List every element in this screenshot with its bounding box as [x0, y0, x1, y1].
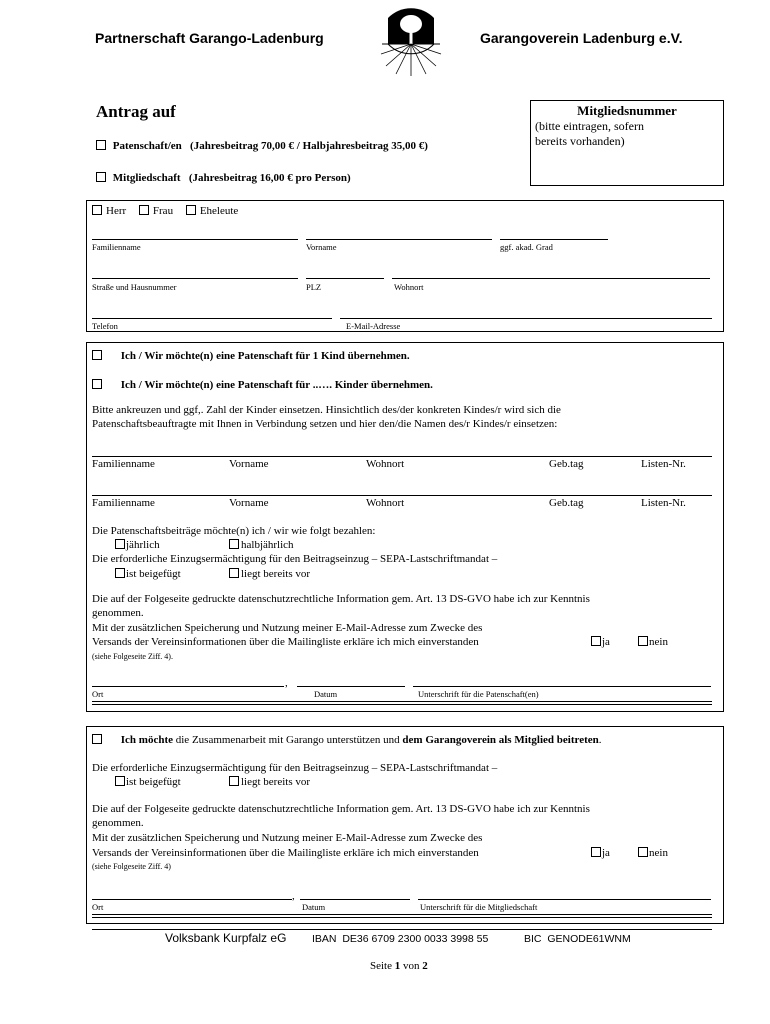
mail-nein-option[interactable] [638, 636, 668, 648]
familienname-line[interactable] [92, 239, 298, 240]
page-prefix: Seite [370, 960, 395, 972]
member-number-hint-1: (bitte eintragen, sofern [535, 119, 644, 133]
header-right: Garangoverein Ladenburg e.V. [480, 30, 683, 46]
eheleute-checkbox[interactable] [186, 205, 196, 215]
privacy-text-1: Die auf der Folgeseite gedruckte datenschutzrechtliche Information gem. Art. 13 DS-GVO habe ich zur Kenntnis [92, 593, 590, 605]
col-gebtag: Geb.tag [549, 458, 584, 470]
patenschaft-n-kinder[interactable] [92, 379, 433, 391]
option-mitgliedschaft-label: Mitgliedschaft (Jahresbeitrag 16,00 € pro Person) [112, 172, 351, 184]
mitglied-mail-nein-checkbox[interactable] [638, 847, 648, 857]
section-divider [92, 701, 712, 705]
col-listennr: Listen-Nr. [641, 497, 686, 509]
patenschaft-checkbox[interactable] [96, 140, 106, 150]
option-mitgliedschaft[interactable] [96, 172, 351, 184]
mitglied-privacy-1: Die auf der Folgeseite gedruckte datenschutzrechtliche Information gem. Art. 13 DS-GVO habe ich zur Kenntnis [92, 803, 590, 815]
patenschaft-n-kinder-checkbox[interactable] [92, 379, 102, 389]
ort-comma: , [285, 677, 288, 689]
halbjaehrlich-option[interactable] [229, 539, 294, 551]
mitglied-datum-line[interactable] [300, 899, 410, 900]
page-number [370, 960, 428, 972]
strasse-line[interactable] [92, 278, 298, 279]
mail-ja-label: ja [602, 636, 610, 648]
telefon-line[interactable] [92, 318, 332, 319]
patenschaft-1-kind-checkbox[interactable] [92, 350, 102, 360]
eheleute-label: Eheleute [199, 205, 239, 217]
mail-consent-2: Versands der Vereinsinformationen über die Mailingliste erkläre ich mich einverstanden [92, 636, 479, 648]
datum-label: Datum [314, 689, 338, 699]
mitglied-option[interactable] [92, 734, 602, 746]
unterschrift-label: Unterschrift für die Patenschaft(en) [418, 689, 539, 699]
mitglied-ziff-note: (siehe Folgeseite Ziff. 4) [92, 862, 171, 871]
wohnort-line[interactable] [392, 278, 710, 279]
footer-rule [92, 929, 712, 930]
jaehrlich-checkbox[interactable] [115, 539, 125, 549]
col-vorname: Vorname [229, 497, 269, 509]
vorname-line[interactable] [306, 239, 492, 240]
mail-nein-checkbox[interactable] [638, 636, 648, 646]
herr-checkbox[interactable] [92, 205, 102, 215]
col-familienname: Familienname [92, 458, 155, 470]
sepa-text-mitglied: Die erforderliche Einzugsermächtigung für den Beitragseinzug – SEPA-Lastschriftmandat – [92, 762, 498, 774]
mitglied-sepa-liegt-vor-option[interactable] [229, 776, 310, 788]
mitglied-section [86, 726, 724, 924]
kind-2-line[interactable] [92, 495, 712, 496]
jaehrlich-label: jährlich [126, 539, 160, 551]
mitglied-mail-1: Mit der zusätzlichen Speicherung und Nutzung meiner E-Mail-Adresse zum Zwecke des [92, 832, 483, 844]
mitglied-unterschrift-line[interactable] [418, 899, 711, 900]
member-number-hint-2: bereits vorhanden) [535, 134, 625, 148]
mitglied-text-d: . [598, 734, 602, 746]
col-familienname: Familienname [92, 497, 155, 509]
sepa-beigefuegt-option[interactable] [115, 568, 181, 580]
kind-1-columns [92, 458, 712, 472]
jaehrlich-option[interactable] [115, 539, 160, 551]
ort-label: Ort [92, 689, 104, 699]
mitglied-text-c: dem Garangoverein als Mitglied beitreten [402, 734, 599, 746]
mitglied-ort-comma: , [292, 890, 295, 902]
datum-line[interactable] [297, 686, 405, 687]
grad-label: ggf. akad. Grad [500, 242, 553, 252]
sepa-text-patenschaft: Die erforderliche Einzugsermächtigung für den Beitragseinzug – SEPA-Lastschriftmandat – [92, 553, 498, 565]
mitglied-datum-label: Datum [302, 902, 326, 912]
mail-ja-checkbox[interactable] [591, 636, 601, 646]
mitglied-sepa-liegt-vor-checkbox[interactable] [229, 776, 239, 786]
sepa-liegt-vor-option[interactable] [229, 568, 310, 580]
sepa-beigefuegt-checkbox[interactable] [115, 568, 125, 578]
salutation-row [92, 205, 238, 217]
mitglied-text-b: die Zusammenarbeit mit Garango unterstützen und [173, 734, 403, 746]
mail-nein-label: nein [649, 636, 668, 648]
mitglied-sepa-liegt-vor-label: liegt bereits vor [241, 776, 311, 788]
ziff-note: (siehe Folgeseite Ziff. 4). [92, 652, 173, 661]
page-current: 1 [394, 960, 401, 972]
patenschaft-1-kind[interactable] [92, 350, 410, 362]
mitglied-divider [92, 914, 712, 918]
mitglied-checkbox[interactable] [92, 734, 102, 744]
patenschaft-info-1: Bitte ankreuzen und ggf,. Zahl der Kinder einsetzen. Hinsichtlich des/der konkreten Kindes/r wird sich die [92, 404, 561, 416]
halbjaehrlich-checkbox[interactable] [229, 539, 239, 549]
patenschaft-n-kinder-label: Ich / Wir möchte(n) eine Patenschaft für ..…. Kinder übernehmen. [120, 379, 433, 391]
member-number-box[interactable] [530, 100, 724, 186]
mitglied-mail-ja-option[interactable] [591, 847, 610, 859]
mitglied-sepa-beigefuegt-checkbox[interactable] [115, 776, 125, 786]
tree-sun-logo-icon [376, 4, 446, 82]
herr-label: Herr [106, 205, 127, 217]
email-label: E-Mail-Adresse [346, 321, 401, 331]
grad-line[interactable] [500, 239, 608, 240]
bank-name: Volksbank Kurpfalz eG [165, 931, 287, 945]
col-vorname: Vorname [229, 458, 269, 470]
option-patenschaft-label: Patenschaft/en (Jahresbeitrag 70,00 € / Halbjahresbeitrag 35,00 €) [112, 140, 428, 152]
mitglied-text-a: Ich möchte [120, 734, 173, 746]
frau-checkbox[interactable] [139, 205, 149, 215]
vorname-label: Vorname [306, 242, 337, 252]
col-listennr: Listen-Nr. [641, 458, 686, 470]
bank-bic: BIC GENODE61WNM [524, 933, 631, 945]
col-wohnort: Wohnort [366, 458, 405, 470]
wohnort-label: Wohnort [394, 282, 424, 292]
plz-label: PLZ [306, 282, 322, 292]
patenschaft-1-kind-label: Ich / Wir möchte(n) eine Patenschaft für 1 Kind übernehmen. [120, 350, 410, 362]
option-patenschaft[interactable] [96, 140, 428, 152]
mitglied-sepa-beigefuegt-label: ist beigefügt [126, 776, 181, 788]
mitglied-sepa-beigefuegt-option[interactable] [115, 776, 181, 788]
sepa-liegt-vor-label: liegt bereits vor [241, 568, 311, 580]
mitglied-mail-ja-label: ja [602, 847, 610, 859]
mitglied-mail-nein-label: nein [649, 847, 668, 859]
plz-line[interactable] [306, 278, 384, 279]
halbjaehrlich-label: halbjährlich [241, 539, 294, 551]
email-line[interactable] [340, 318, 712, 319]
personal-data-box [86, 200, 724, 332]
col-wohnort: Wohnort [366, 497, 405, 509]
col-gebtag: Geb.tag [549, 497, 584, 509]
mitglied-ort-line[interactable] [92, 899, 292, 900]
familienname-label: Familienname [92, 242, 141, 252]
mail-consent-1: Mit der zusätzlichen Speicherung und Nutzung meiner E-Mail-Adresse zum Zwecke des [92, 622, 483, 634]
unterschrift-line[interactable] [413, 686, 711, 687]
pay-question: Die Patenschaftsbeiträge möchte(n) ich / wir wie folgt bezahlen: [92, 525, 376, 537]
frau-label: Frau [152, 205, 174, 217]
bank-iban: IBAN DE36 6709 2300 0033 3998 55 [312, 933, 489, 945]
page-title: Antrag auf [96, 102, 176, 121]
page-total: 2 [422, 960, 428, 972]
page-mid: von [400, 960, 423, 972]
strasse-label: Straße und Hausnummer [92, 282, 177, 292]
mitglied-unterschrift-label: Unterschrift für die Mitgliedschaft [420, 902, 538, 912]
kind-2-columns [92, 497, 712, 511]
privacy-text-2: genommen. [92, 607, 144, 619]
patenschaft-info-2: Patenschaftsbeauftragte mit Ihnen in Verbindung setzen und hier den/die Namen des/r Kindes/r einsetzen: [92, 418, 558, 430]
mitglied-ort-label: Ort [92, 902, 104, 912]
sepa-liegt-vor-checkbox[interactable] [229, 568, 239, 578]
mitglied-mail-nein-option[interactable] [638, 847, 668, 859]
kind-1-line[interactable] [92, 456, 712, 457]
mitglied-privacy-2: genommen. [92, 817, 144, 829]
ort-line[interactable] [92, 686, 284, 687]
mitgliedschaft-checkbox[interactable] [96, 172, 106, 182]
mitglied-mail-ja-checkbox[interactable] [591, 847, 601, 857]
member-number-title: Mitgliedsnummer [577, 103, 677, 118]
telefon-label: Telefon [92, 321, 118, 331]
mitglied-mail-2: Versands der Vereinsinformationen über die Mailingliste erkläre ich mich einverstanden [92, 847, 479, 859]
mail-ja-option[interactable] [591, 636, 610, 648]
header-left: Partnerschaft Garango-Ladenburg [95, 30, 324, 46]
sepa-beigefuegt-label: ist beigefügt [126, 568, 181, 580]
